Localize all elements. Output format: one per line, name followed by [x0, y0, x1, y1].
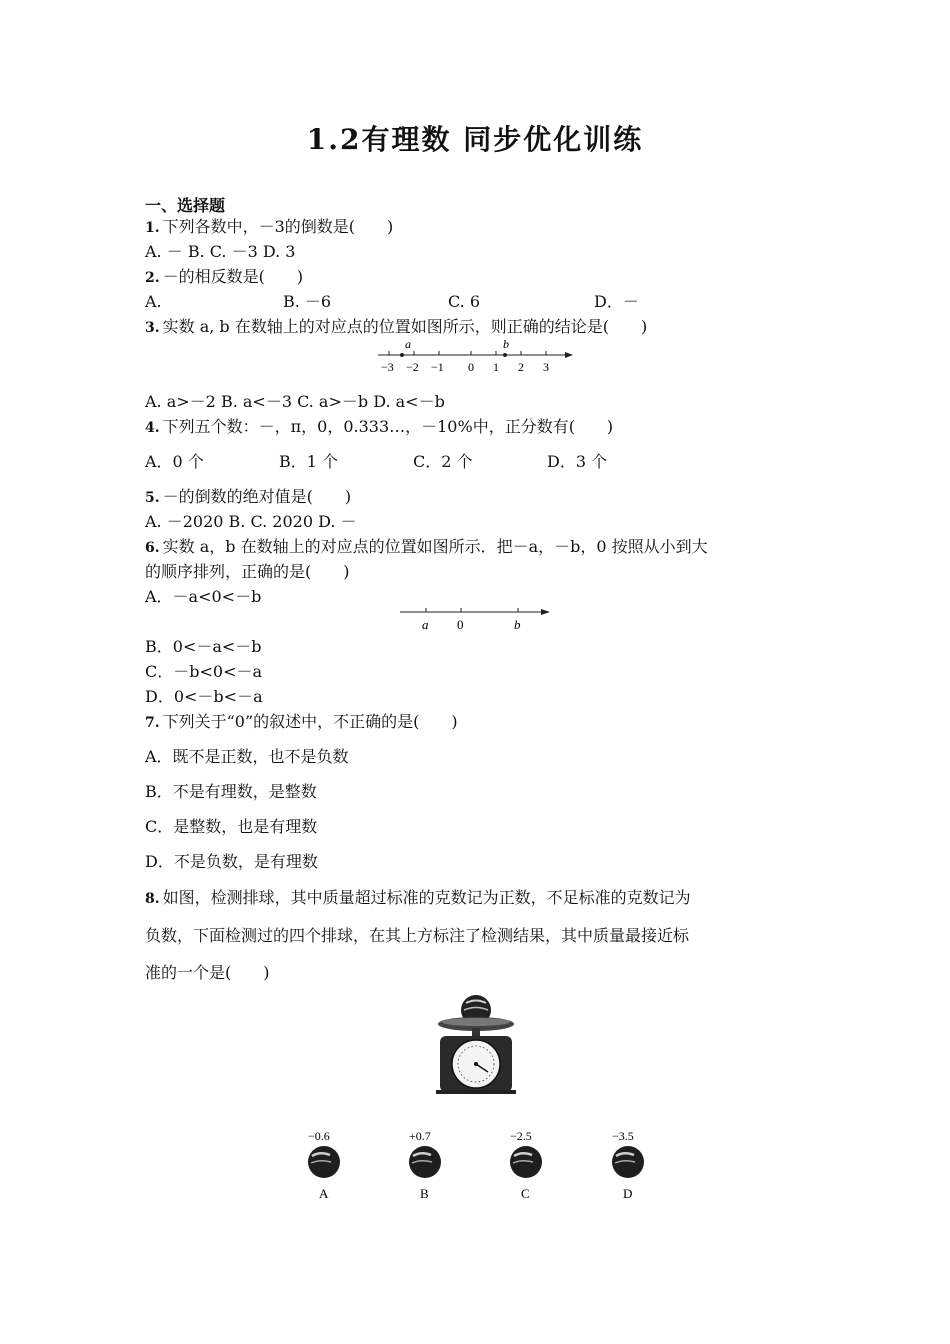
axis-tick-label: 0: [468, 360, 474, 374]
option-c: C．是整数，也是有理数: [145, 817, 318, 836]
axis-tick-label: 3: [543, 360, 549, 374]
question-7: [145, 712, 458, 733]
question-text: 实数 a, b 在数轴上的对应点的位置如图所示，则正确的结论是( ): [162, 317, 648, 336]
option-b: B．不是有理数，是整数: [145, 782, 317, 801]
ball-measurement: −3.5: [612, 1129, 634, 1143]
scale-base: [436, 1090, 516, 1094]
question-1: [145, 217, 393, 238]
question-text: 下列关于“0”的叙述中，不正确的是( ): [162, 712, 458, 731]
option-a: A.: [145, 292, 162, 311]
label-a: a: [405, 337, 411, 351]
option-a: A．既不是正数，也不是负数: [145, 747, 349, 766]
question-4: [145, 417, 613, 438]
question-8-continued: 准的一个是( ): [145, 963, 270, 982]
axis-tick-label: −3: [381, 360, 394, 374]
point-b: [503, 353, 507, 357]
question-number: 5.: [145, 490, 160, 506]
question-text: 下列五个数：－，π，0，0.333…，－10%中，正分数有( ): [162, 417, 614, 436]
label-zero: 0: [457, 617, 464, 632]
question-5-options: A. －2020 B. C. 2020 D. －: [145, 512, 357, 531]
question-8: [145, 888, 691, 909]
question-number: 7.: [145, 715, 160, 731]
question-number: 4.: [145, 420, 160, 436]
label-a: a: [422, 617, 429, 632]
question-6: [145, 537, 708, 558]
ball-option-label: C: [521, 1186, 530, 1201]
option-d: D．不是负数，是有理数: [145, 852, 318, 871]
question-number: 6.: [145, 540, 160, 556]
axis-arrow: [541, 609, 550, 615]
ball-option-label: A: [319, 1186, 329, 1201]
question-8-continued: 负数，下面检测过的四个排球，在其上方标注了检测结果，其中质量最接近标: [145, 926, 690, 945]
question-5: [145, 487, 351, 508]
axis-tick-label: 2: [518, 360, 524, 374]
question-3-options: A. a>－2 B. a<－3 C. a>－b D. a<－b: [145, 392, 445, 411]
section-heading: 一、选择题: [145, 196, 226, 215]
scale-stem: [472, 1028, 480, 1036]
ball-option: [612, 1129, 644, 1201]
axis-ticks: [381, 351, 549, 374]
question-number: 2.: [145, 270, 160, 286]
option-c: C. 6: [448, 292, 481, 311]
ball-measurement: +0.7: [409, 1129, 431, 1143]
ball-option: [510, 1129, 542, 1201]
axis-arrow: [565, 352, 573, 358]
option-a: A．0 个: [145, 452, 204, 471]
ball-option-label: D: [623, 1186, 633, 1201]
option-d: D．－: [594, 292, 639, 311]
question-2: [145, 267, 303, 288]
option-c: C．2 个: [413, 452, 473, 471]
ball-option: [308, 1129, 340, 1201]
axis-tick-label: 1: [493, 360, 499, 374]
ball-measurement: −0.6: [308, 1129, 330, 1143]
number-line-figure-3: [375, 336, 580, 376]
point-a: [400, 353, 404, 357]
question-6-continued: 的顺序排列，正确的是( ): [145, 562, 350, 581]
option-b: B. －6: [283, 292, 332, 311]
ball-option: [409, 1129, 441, 1201]
option-b: B．1 个: [279, 452, 339, 471]
balls-figure: [290, 1124, 670, 1206]
option-b: B．0<－a<－b: [145, 637, 262, 656]
question-text: －的相反数是( ): [162, 267, 304, 286]
question-text: 实数 a，b 在数轴上的对应点的位置如图所示．把－a，－b，0 按照从小到大: [162, 537, 708, 556]
option-a: A．－a<0<－b: [145, 587, 262, 606]
question-text: 下列各数中，－3的倒数是( ): [162, 217, 394, 236]
ball-measurement: −2.5: [510, 1129, 532, 1143]
option-d: D．3 个: [547, 452, 608, 471]
question-text: －的倒数的绝对值是( ): [162, 487, 352, 506]
axis-tick-label: −2: [406, 360, 419, 374]
page-title: 1.2有理数 同步优化训练: [306, 123, 644, 156]
question-text: 如图，检测排球，其中质量超过标准的克数记为正数，不足标准的克数记为: [162, 888, 691, 907]
scale-illustration: [430, 992, 522, 1096]
question-3: [145, 317, 647, 338]
ball-option-label: B: [420, 1186, 429, 1201]
label-b: b: [503, 337, 509, 351]
question-number: 8.: [145, 891, 160, 907]
option-d: D．0<－b<－a: [145, 687, 263, 706]
option-c: C．－b<0<－a: [145, 662, 263, 681]
label-b: b: [514, 617, 521, 632]
question-1-options: A. － B. C. －3 D. 3: [145, 242, 296, 261]
question-number: 1.: [145, 220, 160, 236]
question-number: 3.: [145, 320, 160, 336]
axis-tick-label: −1: [431, 360, 444, 374]
number-line-figure-6: [398, 600, 558, 634]
